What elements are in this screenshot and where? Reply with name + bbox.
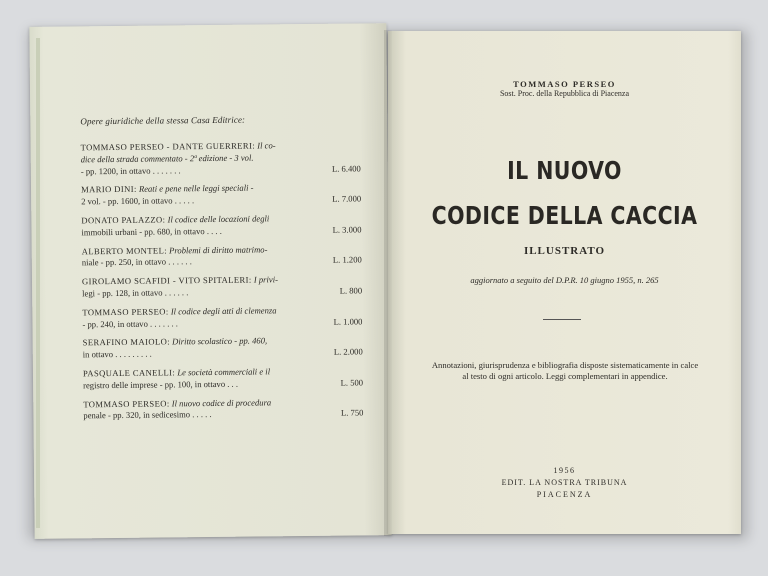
book-details: - pp. 1200, in ottavo . . . . . . . [80, 164, 181, 176]
publication-city: PIACENZA [536, 490, 593, 499]
book-title: Le società commerciali e il [177, 366, 271, 378]
book-title: Il nuovo codice di procedura [171, 396, 272, 408]
book-author: MARIO DINI: [80, 184, 137, 195]
divider-rule [543, 319, 581, 320]
book-details: - pp. 240, in ottavo . . . . . . . [82, 317, 178, 329]
book-author: TOMMASO PERSEO: [83, 397, 170, 409]
book-entry [82, 243, 362, 270]
page-edge [36, 38, 40, 528]
book-title-line-2: CODICE DELLA CACCIA [431, 201, 698, 230]
book-title: Il codice delle locazioni degli [167, 213, 270, 225]
book-entry-line-2 [83, 347, 363, 362]
book-entry-line-2 [82, 255, 362, 270]
book-entry-line-2 [81, 194, 361, 209]
annotations-text: Annotazioni, giurisprudenza e bibliografia disposte sistematicamente in calce al testo di ogni articolo. Leggi complementari in appendice. [431, 360, 699, 381]
right-page [388, 31, 741, 534]
catalog [80, 113, 363, 429]
book-entry-line-2 [81, 163, 361, 178]
book-price: L. 6.400 [331, 163, 361, 174]
book-author: PASQUALE CANELLI: [82, 367, 176, 379]
book-title: I privi- [253, 274, 278, 285]
book-list [81, 139, 364, 422]
book-title: Reati e pene nelle leggi speciali - [138, 182, 254, 195]
book-entry-line-2 [83, 377, 363, 392]
book-details: legi - pp. 128, in ottavo . . . . . . [82, 287, 189, 299]
book-author: TOMMASO PERSEO - DANTE GUERRERI: [80, 140, 256, 153]
book-author: ALBERTO MONTEL: [81, 245, 168, 256]
book-author: SERAFINO MAIOLO: [82, 336, 171, 348]
book-details: immobili urbani - pp. 680, in ottavo . . . . [81, 225, 222, 238]
book-entry [83, 335, 363, 362]
book-author: GIROLAMO SCAFIDI - VITO SPITALERI: [81, 274, 252, 287]
publisher-name: EDIT. LA NOSTRA TRIBUNA [501, 478, 628, 487]
book-entry-line-2 [81, 224, 361, 239]
publication-year: 1956 [553, 466, 576, 475]
book-price: L. 1.200 [332, 254, 362, 266]
book-price: L. 3.000 [332, 224, 362, 235]
book-title: Il co- [257, 140, 276, 151]
book-title: Diritto scolastico - pp. 460, [172, 335, 268, 347]
book-details: penale - pp. 320, in sedicesimo . . . . . [83, 409, 212, 421]
book-price: L. 2.000 [333, 346, 363, 357]
update-note: aggiornato a seguito del D.P.R. 10 giugno 1955, n. 265 [470, 275, 659, 285]
book-entry-line-2 [83, 408, 363, 423]
book-price: L. 750 [340, 407, 364, 418]
book-entry [81, 212, 361, 239]
book-details: niale - pp. 250, in ottavo . . . . . . [81, 256, 192, 268]
book-subtitle: ILLUSTRATO [523, 245, 606, 257]
book-title: Problemi di diritto matrimo- [169, 243, 268, 256]
author-role: Sost. Proc. della Repubblica di Piacenza [499, 89, 630, 98]
catalog-heading: Opere giuridiche della stessa Casa Editrice: [80, 114, 246, 127]
book-spine [384, 30, 392, 536]
book-details: registro delle imprese - pp. 100, in ottavo . . . [83, 378, 239, 391]
book-entry [82, 304, 362, 331]
book-price: L. 7.000 [332, 193, 362, 204]
author-name: TOMMASO PERSEO [513, 79, 616, 89]
book-entry [81, 139, 361, 177]
book-title: Il codice degli atti di clemenza [170, 305, 277, 317]
book-title-continued: dice della strada commentato - 2ª edizione - 3 vol. [80, 152, 254, 165]
book-details: 2 vol. - pp. 1600, in ottavo . . . . . [81, 195, 195, 207]
book-author: DONATO PALAZZO: [81, 214, 166, 226]
book-entry-line-2 [82, 285, 362, 300]
book-entry [81, 182, 361, 209]
book-entry [82, 274, 362, 301]
book-entry [83, 396, 363, 423]
book-details: in ottavo . . . . . . . . . [82, 348, 152, 360]
book-price: L. 500 [340, 377, 364, 388]
book-author: TOMMASO PERSEO: [82, 306, 169, 318]
book-entry [83, 365, 363, 392]
book-title-line-1: IL NUOVO [507, 156, 622, 185]
book-price: L. 1.000 [333, 315, 363, 327]
left-page [29, 23, 391, 539]
book-price: L. 800 [339, 285, 363, 296]
book-entry-line-2 [82, 316, 362, 331]
